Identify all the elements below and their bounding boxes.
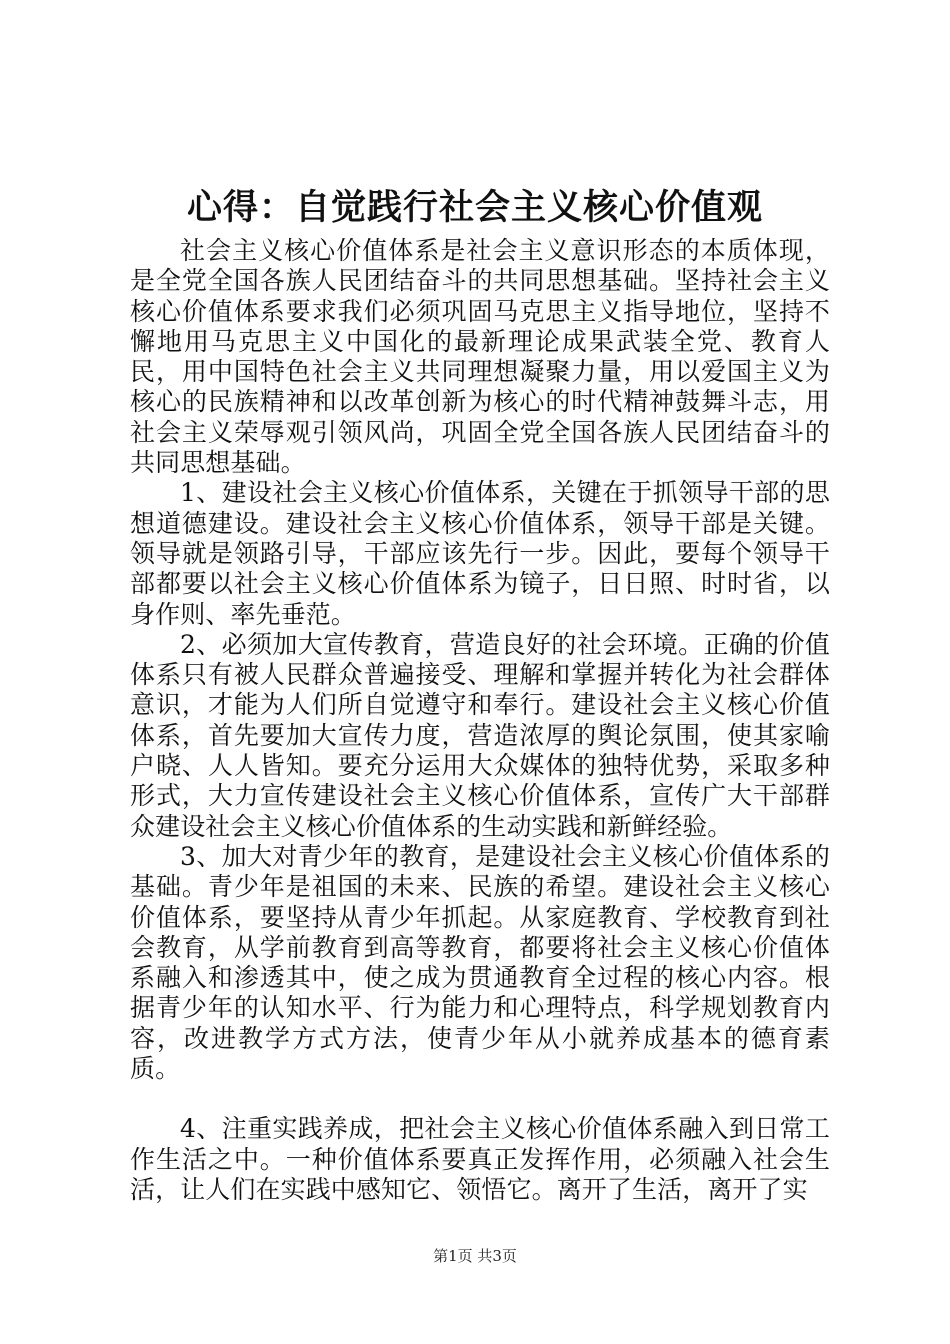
document-body — [130, 236, 830, 1205]
paragraph-point-1: 1、建设社会主义核心价值体系，关键在于抓领导干部的思想道德建设。建设社会主义核心价值体系，领导干部是关键。领导就是领路引导，干部应该先行一步。因此，要每个领导干部都要以社会主义核心价值体系为镜子，日日照、时时省，以身作则、率先垂范。 — [130, 478, 830, 629]
paragraph-point-3: 3、加大对青少年的教育，是建设社会主义核心价值体系的基础。青少年是祖国的未来、民族的希望。建设社会主义核心价值体系，要坚持从青少年抓起。从家庭教育、学校教育到社会教育，从学前教育到高等教育，都要将社会主义核心价值体系融入和渗透其中，使之成为贯通教育全过程的核心内容。根据青少年的认知水平、行为能力和心理特点，科学规划教育内容，改进教学方式方法，使青少年从小就养成基本的德育素质。 — [130, 841, 830, 1084]
page-footer: 第1页 共3页 — [433, 1247, 517, 1265]
document-title: 心得：自觉践行社会主义核心价值观 — [186, 187, 763, 228]
paragraph-intro: 社会主义核心价值体系是社会主义意识形态的本质体现，是全党全国各族人民团结奋斗的共同思想基础。坚持社会主义核心价值体系要求我们必须巩固马克思主义指导地位，坚持不懈地用马克思主义中国化的最新理论成果武装全党、教育人民，用中国特色社会主义共同理想凝聚力量，用以爱国主义为核心的民族精神和以改革创新为核心的时代精神鼓舞斗志，用社会主义荣辱观引领风尚，巩固全党全国各族人民团结奋斗的共同思想基础。 — [130, 236, 830, 478]
paragraph-point-2: 2、必须加大宣传教育，营造良好的社会环境。正确的价值体系只有被人民群众普遍接受、理解和掌握并转化为社会群体意识，才能为人们所自觉遵守和奉行。建设社会主义核心价值体系，首先要加大宣传力度，营造浓厚的舆论氛围，使其家喻户晓、人人皆知。要充分运用大众媒体的独特优势，采取多种形式，大力宣传建设社会主义核心价值体系，宣传广大干部群众建设社会主义核心价值体系的生动实践和新鲜经验。 — [130, 629, 830, 841]
paragraph-point-4: 4、注重实践养成，把社会主义核心价值体系融入到日常工作生活之中。一种价值体系要真正发挥作用，必须融入社会生活，让人们在实践中感知它、领悟它。离开了生活，离开了实 — [130, 1114, 830, 1204]
